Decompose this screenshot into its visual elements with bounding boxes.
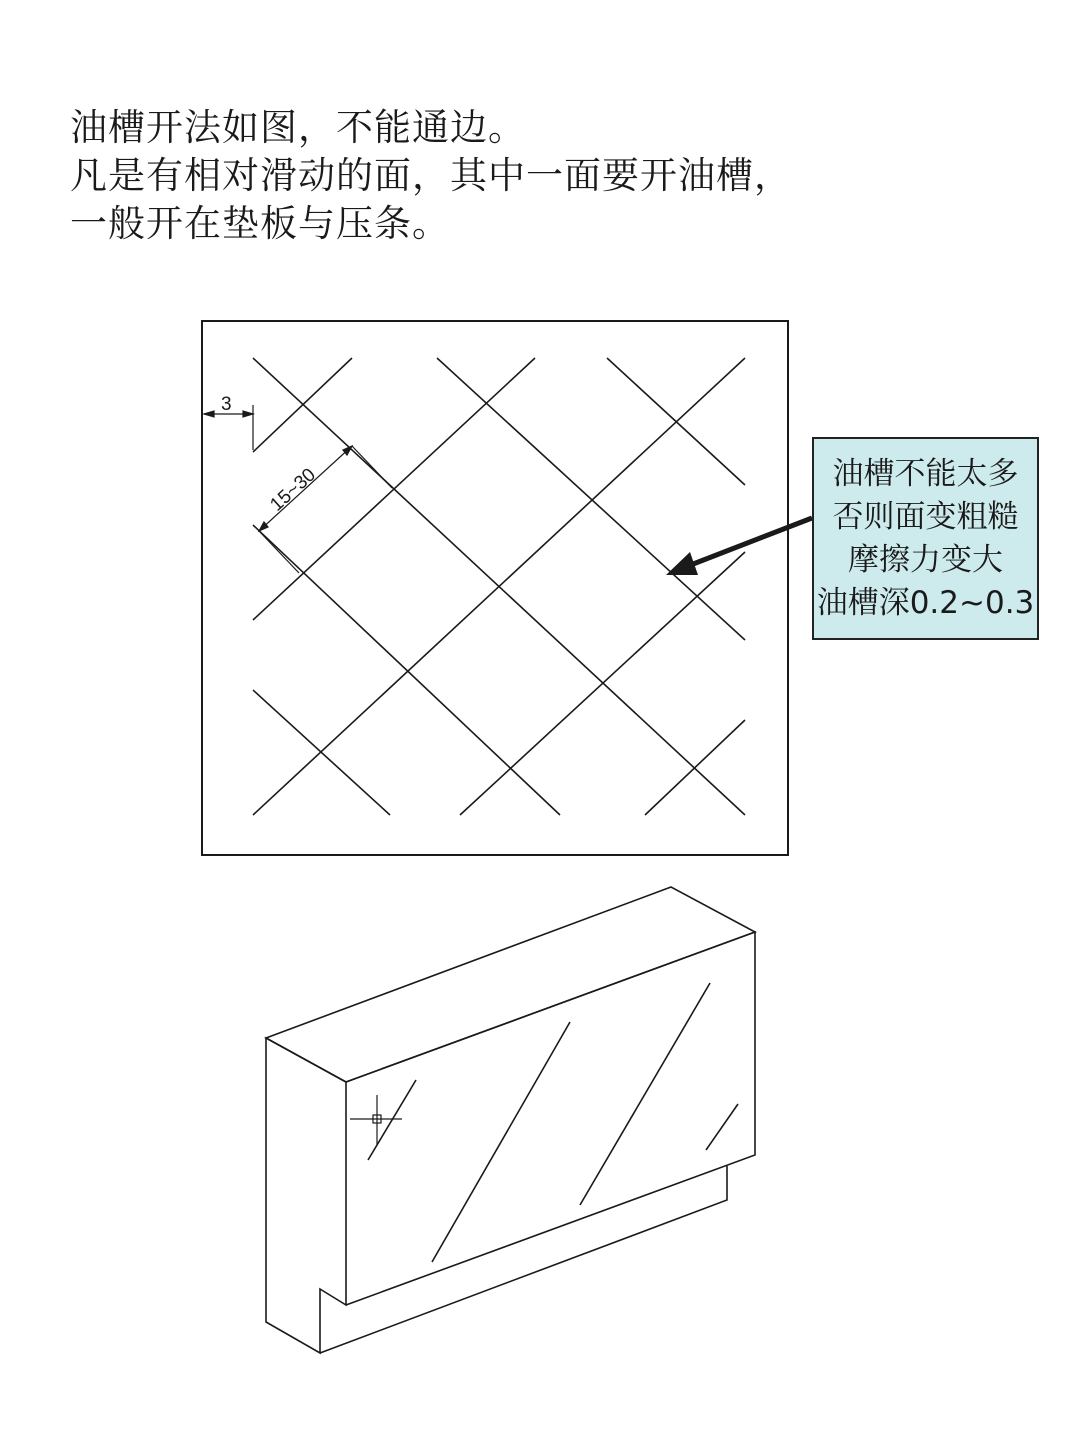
callout-line-4: 油槽深0.2~0.3 bbox=[816, 584, 1035, 621]
crosshair-cursor bbox=[350, 1095, 402, 1145]
callout-arrow bbox=[666, 518, 812, 575]
plate-outline bbox=[202, 321, 788, 855]
front-grooves bbox=[368, 983, 738, 1262]
step-lines bbox=[320, 1166, 727, 1353]
spacing-label: 15~30 bbox=[266, 464, 321, 516]
plan-view bbox=[202, 321, 812, 855]
isometric-view bbox=[266, 887, 755, 1353]
intro-line-3: 一般开在垫板与压条。 bbox=[70, 202, 450, 245]
callout-box bbox=[812, 437, 1039, 640]
side-face bbox=[266, 1038, 346, 1353]
callout-line-1: 油槽不能太多 bbox=[832, 455, 1019, 492]
front-face bbox=[346, 932, 755, 1305]
top-face bbox=[266, 887, 755, 1082]
callout-line-2: 否则面变粗糙 bbox=[832, 498, 1019, 535]
edge-offset-label: 3 bbox=[221, 394, 232, 415]
intro-line-1: 油槽开法如图，不能通边。 bbox=[70, 106, 526, 149]
callout-line-3: 摩擦力变大 bbox=[848, 541, 1003, 578]
intro-line-2: 凡是有相对滑动的面，其中一面要开油槽， bbox=[70, 154, 792, 197]
